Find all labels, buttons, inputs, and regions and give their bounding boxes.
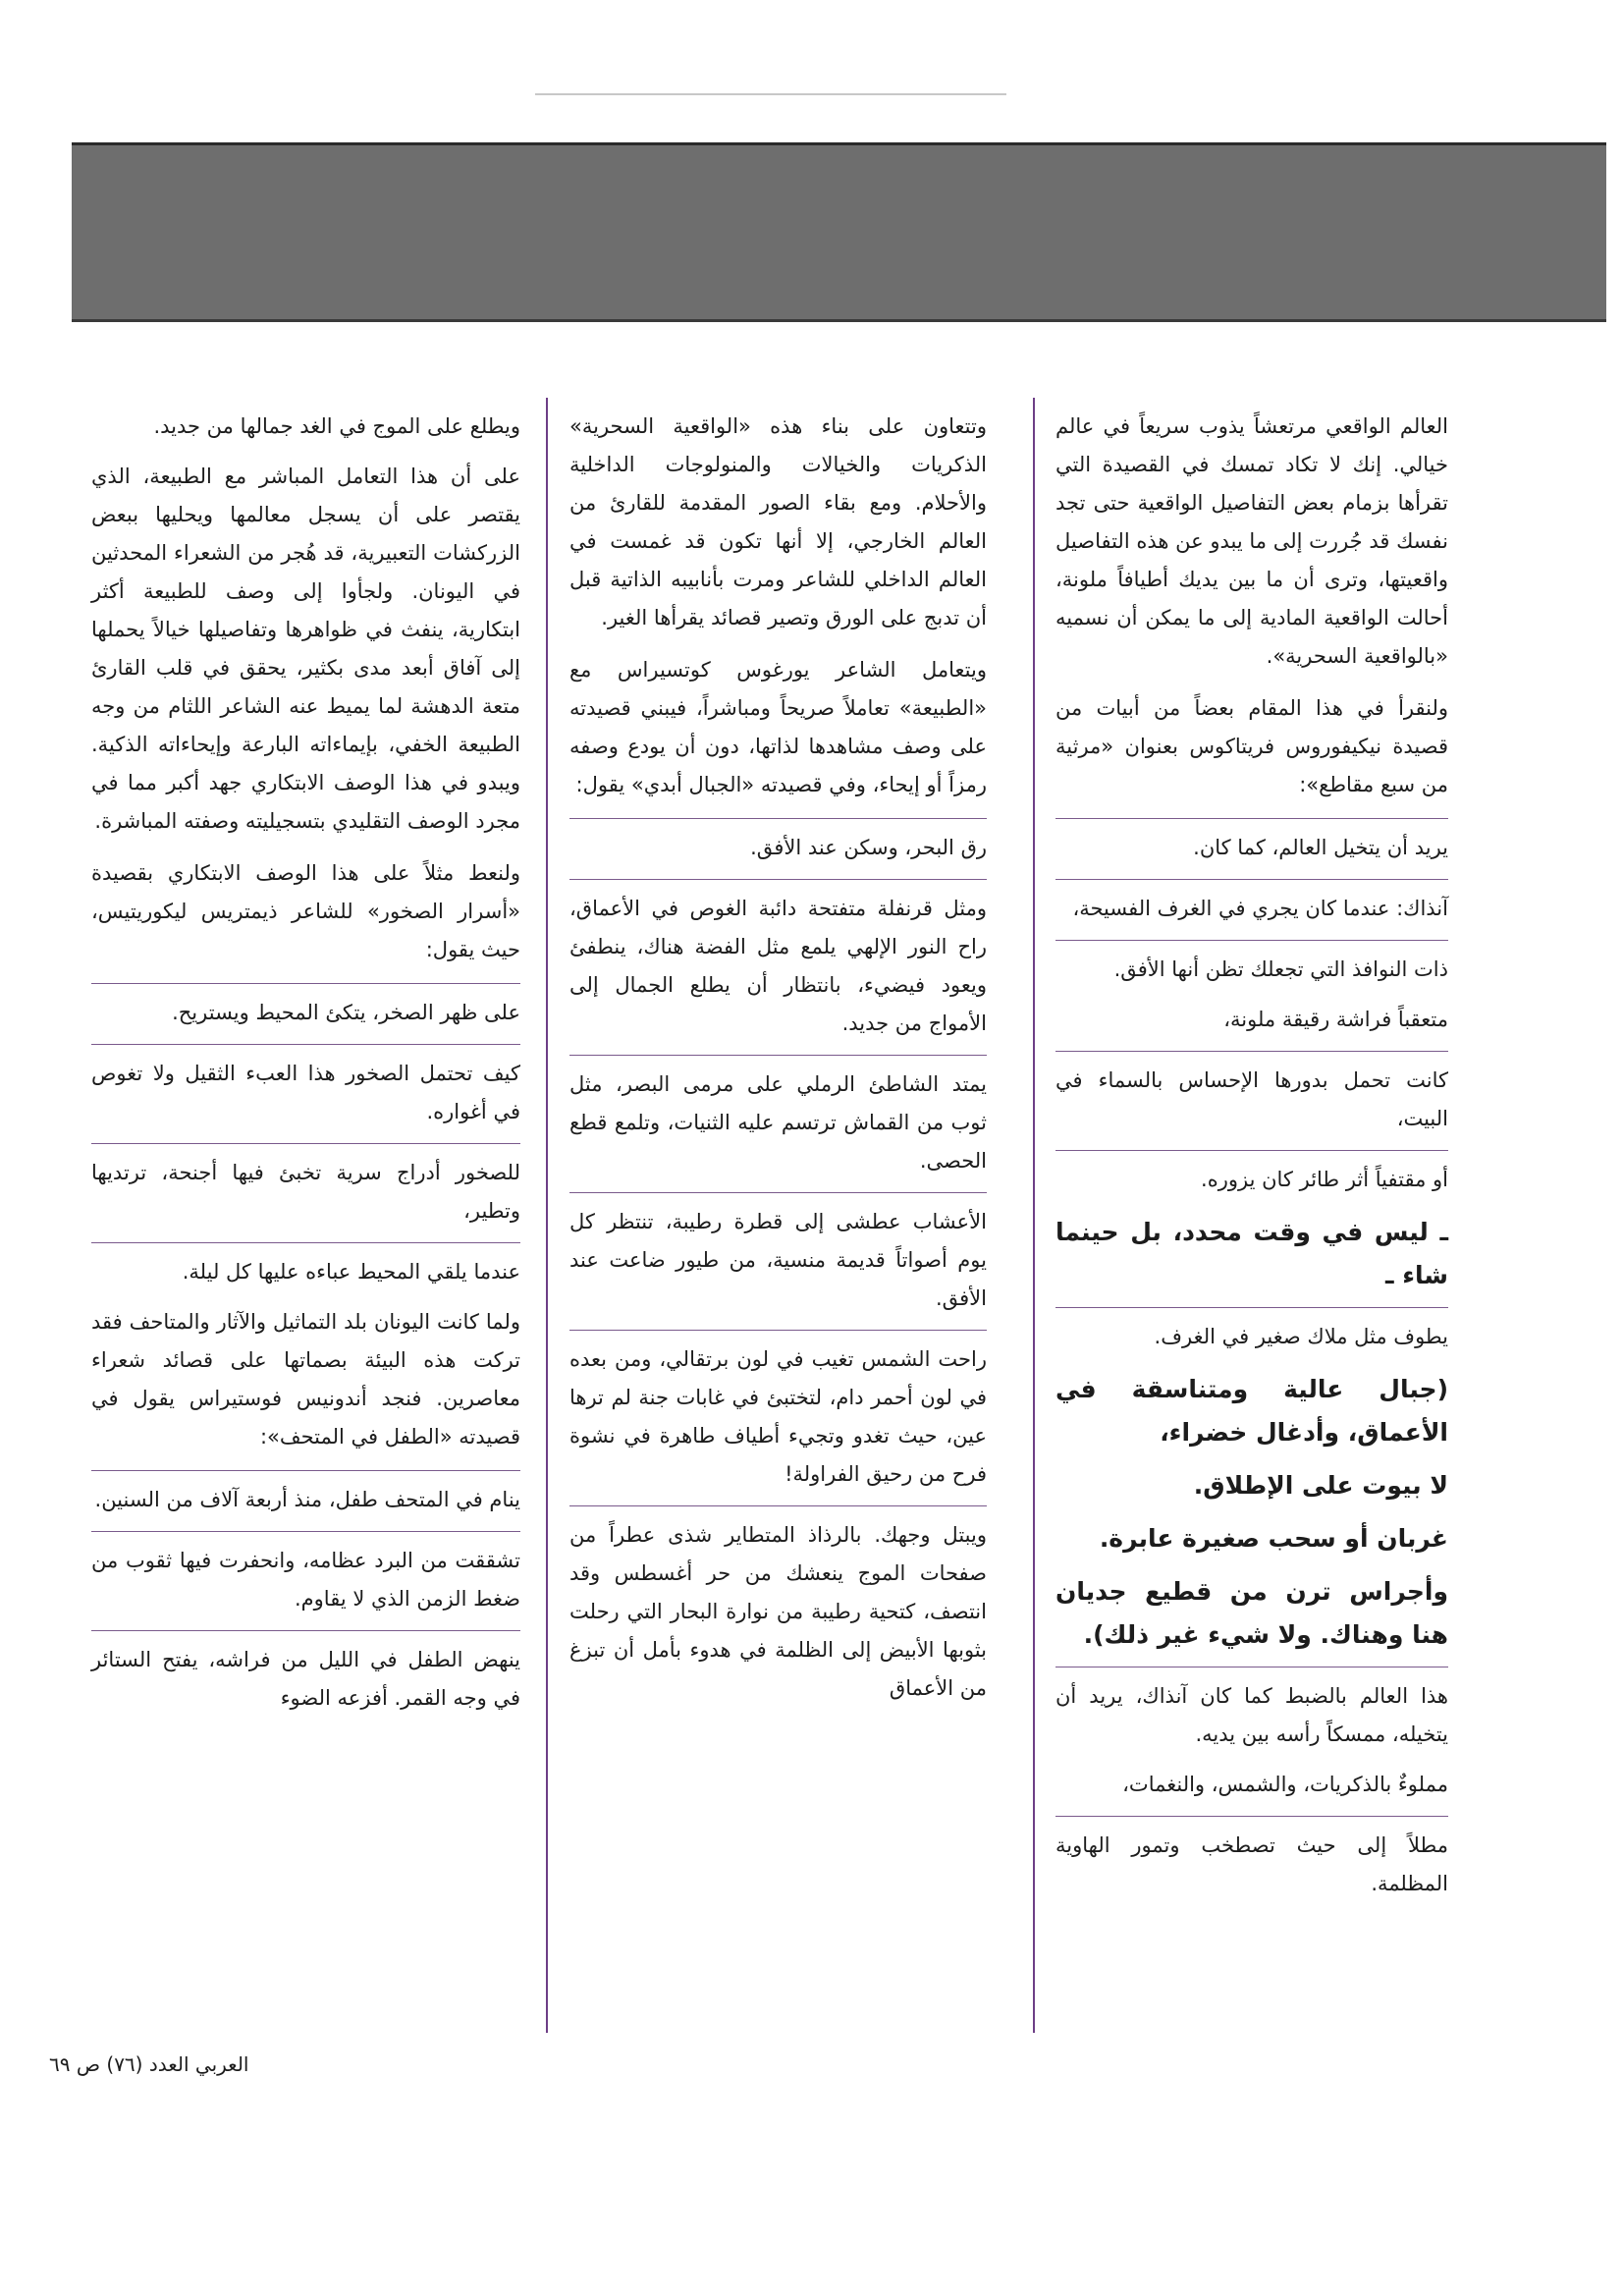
paragraph: ولما كانت اليونان بلد التماثيل والآثار والمتاحف فقد تركت هذه البيئة بصماتها على قصائد شعراء معاصرين. فنجد أندونيس فوستيراس يقول في قصيدته «الطفل في المتحف»:: [91, 1310, 520, 1449]
bold-verse: لا بيوت على الإطلاق.: [1193, 1471, 1448, 1500]
page-footer: العربي العدد (٧٦) ص ٦٩: [49, 2052, 249, 2076]
verse-separator: [91, 1143, 520, 1144]
verse-line: رق البحر، وسكن عند الأفق.: [750, 836, 987, 859]
verse-line: مطلاً إلى حيث تصطخب وتمور الهاوية المظلمة.: [1055, 1833, 1448, 1895]
bold-verse: ـ ليس في وقت محدد، بل حينما شاء ـ: [1055, 1218, 1448, 1289]
verse-line: يطوف مثل ملاك صغير في الغرف.: [1154, 1325, 1448, 1348]
verse-line: يريد أن يتخيل العالم، كما كان.: [1193, 836, 1448, 859]
verse-line: متعقباً فراشة رقيقة ملونة،: [1223, 1008, 1448, 1031]
column-middle: [569, 408, 987, 1720]
paragraph: ولنعط مثلاً على هذا الوصف الابتكاري بقصيدة «أسرار الصخور» للشاعر ذيمتريس ليكوريتيس، حيث يقول:: [91, 861, 520, 961]
verse-line: مملوءٌ بالذكريات، والشمس، والنغمات،: [1122, 1773, 1448, 1796]
verse-line: للصخور أدراج سرية تخبئ فيها أجنحة، ترتديها وتطير،: [91, 1161, 520, 1223]
verse-line: آنذاك: عندما كان يجري في الغرف الفسيحة،: [1072, 897, 1448, 920]
verse-line: الأعشاب عطشى إلى قطرة رطيبة، تنتظر كل يوم أصواتاً قديمة منسية، من طيور ضاعت عند الأفق.: [569, 1210, 987, 1310]
verse-line: ذات النوافذ التي تجعلك تظن أنها الأفق.: [1113, 957, 1448, 981]
verse-separator: [1055, 1816, 1448, 1817]
verse-separator: [91, 1630, 520, 1631]
paragraph: ولنقرأ في هذا المقام بعضاً من أبيات من قصيدة نيكيفوروس فريتاكوس بعنوان «مرثية من سبع مقاطع»:: [1055, 696, 1448, 796]
top-rule: [535, 93, 1006, 95]
verse-separator: [91, 983, 520, 984]
verse-line: عندما يلقي المحيط عباءه عليها كل ليلة.: [182, 1260, 520, 1284]
bold-verse: غربان أو سحب صغيرة عابرة.: [1099, 1524, 1448, 1553]
verse-line: هذا العالم بالضبط كما كان آنذاك، يريد أن يتخيله، ممسكاً رأسه بين يديه.: [1055, 1684, 1448, 1746]
verse-separator: [1055, 1150, 1448, 1151]
verse-separator: [91, 1531, 520, 1532]
verse-separator: [1055, 940, 1448, 941]
paragraph: على أن هذا التعامل المباشر مع الطبيعة، الذي يقتصر على أن يسجل معالمها ويحليها ببعض الزركشات التعبيرية، قد هُجر من الشعراء المحدثين في اليونان. ولجأوا إلى وصف للطبيعة أكثر ابتكارية، ينفث في ظواهرها وتفاصيلها خيالاً يحملها إلى آفاق أبعد مدى بكثير، يحقق في قلب القارئ متعة الدهشة لما يميط عنه الشاعر اللثام من وجه الطبيعة الخفي، بإيماءاته البارعة وإيحاءاته الذكية. ويبدو في هذا الوصف الابتكاري جهد أكبر مما في مجرد الوصف التقليدي بتسجيليته وصفته المباشرة.: [91, 465, 520, 833]
verse-separator: [569, 818, 987, 819]
paragraph: ويتعامل الشاعر يورغوس كوتسيراس مع «الطبيعة» تعاملاً صريحاً ومباشراً، فيبني قصيدته على وصف مشاهدها لذاتها، دون أن يودع وصفه رمزاً أو إيحاء، وفي قصيدته «الجبال أبدي» يقول:: [569, 658, 987, 796]
column-divider: [546, 398, 548, 2033]
column-right: [1055, 408, 1448, 1915]
verse-separator: [569, 1192, 987, 1193]
verse-line: راحت الشمس تغيب في لون برتقالي، ومن بعده في لون أحمر دام، لتختبئ في غابات جنة لم ترها عين، حيث تغدو وتجيء أطياف طاهرة في نشوة فرح من رحيق الفراولة!: [569, 1347, 987, 1486]
verse-line: يمتد الشاطئ الرملي على مرمى البصر، مثل ثوب من القماش ترتسم عليه الثنيات، وتلمع قطع الحصى.: [569, 1072, 987, 1173]
verse-separator: [1055, 1051, 1448, 1052]
verse-line: تشققت من البرد عظامه، وانحفرت فيها ثقوب من ضغط الزمن الذي لا يقاوم.: [91, 1549, 520, 1611]
verse-line: ويطلع على الموج في الغد جمالها من جديد.: [153, 414, 520, 438]
verse-separator: [569, 1330, 987, 1331]
verse-separator: [91, 1242, 520, 1243]
verse-separator: [91, 1470, 520, 1471]
verse-separator: [1055, 818, 1448, 819]
verse-line: على ظهر الصخر، يتكئ المحيط ويستريح.: [172, 1001, 520, 1024]
column-left: [91, 408, 520, 1729]
column-divider: [1033, 398, 1035, 2033]
verse-separator: [569, 879, 987, 880]
verse-separator: [569, 1055, 987, 1056]
verse-separator: [569, 1505, 987, 1506]
bold-verse: (جبال عالية ومتناسقة في الأعماق، وأدغال خضراء،: [1055, 1375, 1448, 1447]
paragraph: وتتعاون على بناء هذه «الواقعية السحرية» الذكريات والخيالات والمنولوجات الداخلية والأحلام. ومع بقاء الصور المقدمة للقارئ من العالم الخارجي، إلا أنها تكون قد غمست في العالم الداخلي للشاعر ومرت بأنابيبه الذاتية قبل أن تدبج على الورق وتصير قصائد يقرأها الغير.: [569, 414, 987, 629]
verse-line: ومثل قرنفلة متفتحة دائبة الغوص في الأعماق، راح النور الإلهي يلمع مثل الفضة هناك، ينطفئ ويعود فيضيء، بانتظار أن يطلع الجمال إلى الأمواج من جديد.: [569, 897, 987, 1035]
verse-separator: [1055, 879, 1448, 880]
bold-verse: وأجراس ترن من قطيع جديان هنا وهناك. ولا شيء غير ذلك).: [1055, 1577, 1448, 1649]
paragraph: العالم الواقعي مرتعشاً يذوب سريعاً في عالم خيالي. إنك لا تكاد تمسك في القصيدة التي تقرأها بزمام بعض التفاصيل الواقعية حتى تجد نفسك قد جُررت إلى ما يبدو عن هذه التفاصيل واقعيتها، وترى أن ما بين يديك أطيافاً ملونة، أحالت الواقعية المادية إلى ما يمكن أن نسميه «بالواقعية السحرية».: [1055, 414, 1448, 668]
verse-line: ينام في المتحف طفل، منذ أربعة آلاف من السنين.: [94, 1488, 520, 1511]
verse-line: ويبتل وجهك. بالرذاذ المتطاير شذى عطراً من صفحات الموج ينعشك من حر أغسطس وقد انتصف، كتحية رطيبة من نوارة البحار التي رحلت بثوبها الأبيض إلى الظلمة في هدوء بأمل أن تبزغ من الأعماق: [569, 1523, 987, 1700]
verse-separator: [1055, 1307, 1448, 1308]
verse-line: كانت تحمل بدورها الإحساس بالسماء في البيت،: [1055, 1068, 1448, 1130]
verse-line: كيف تحتمل الصخور هذا العبء الثقيل ولا تغوص في أغواره.: [91, 1062, 520, 1123]
header-banner: [72, 142, 1606, 322]
verse-separator: [91, 1044, 520, 1045]
verse-line: أو مقتفياً أثر طائر كان يزوره.: [1201, 1168, 1448, 1191]
verse-line: ينهض الطفل في الليل من فراشه، يفتح الستائر في وجه القمر. أفزعه الضوء: [91, 1648, 520, 1710]
